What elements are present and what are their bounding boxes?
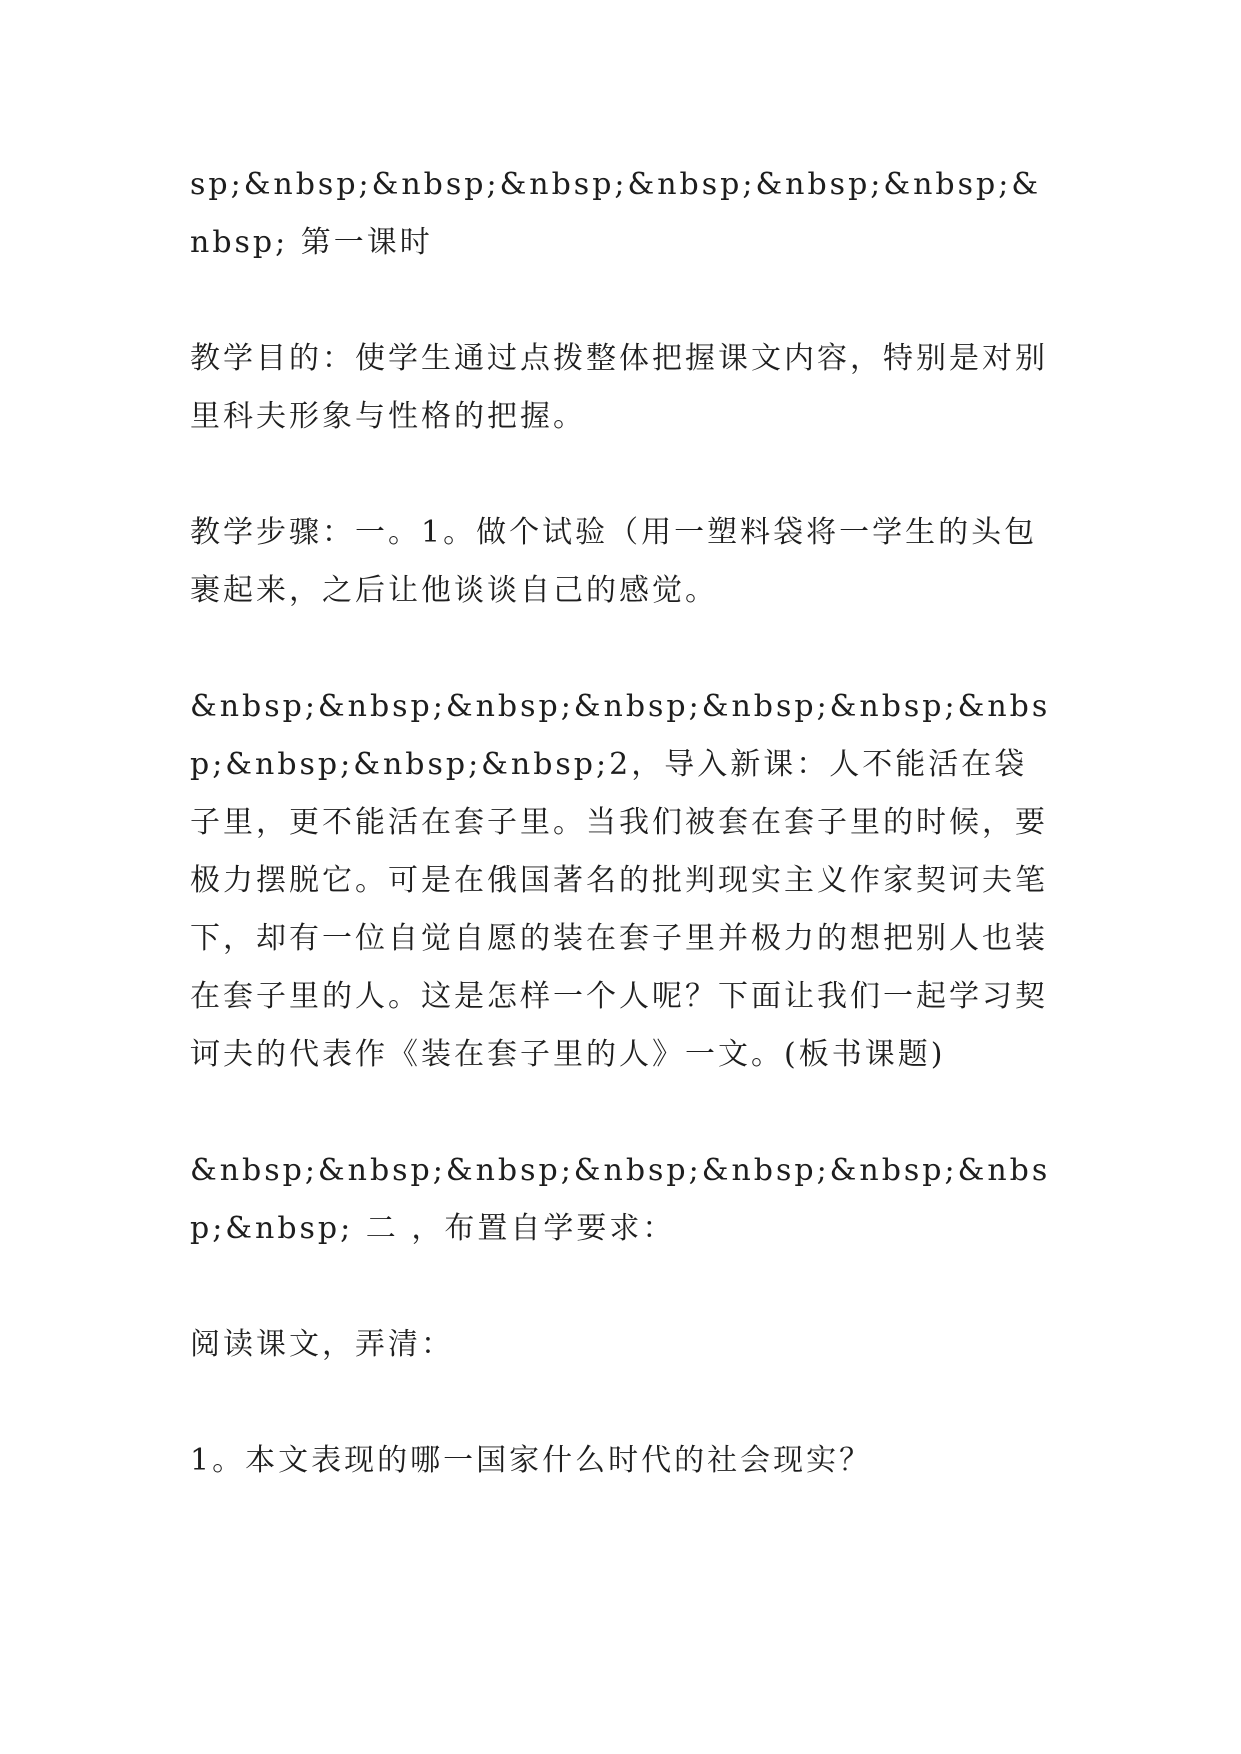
paragraph-lesson-title: sp;&nbsp;&nbsp;&nbsp;&nbsp;&nbsp;&nbsp;&nbsp; 第一课时 — [190, 167, 1042, 260]
paragraph-read-text: 阅读课文，弄清： — [190, 1327, 454, 1362]
paragraph-self-study-requirements: &nbsp;&nbsp;&nbsp;&nbsp;&nbsp;&nbsp;&nbsp;&nbsp; 二 ，布置自学要求： — [190, 1153, 1051, 1246]
paragraph-question-1: 1。本文表现的哪一国家什么时代的社会现实？ — [190, 1443, 873, 1478]
paragraph-teaching-goal: 教学目的：使学生通过点拨整体把握课文内容，特别是对别里科夫形象与性格的把握。 — [190, 341, 1048, 434]
document-body — [190, 156, 1060, 1548]
paragraph-teaching-steps: 教学步骤：一。1。做个试验（用一塑料袋将一学生的头包裹起来，之后让他谈谈自己的感觉。 — [190, 515, 1038, 608]
paragraph-introduction: &nbsp;&nbsp;&nbsp;&nbsp;&nbsp;&nbsp;&nbsp;&nbsp;&nbsp;&nbsp;2，导入新课：人不能活在袋子里，更不能活在套子里。当我们被套在套子里的时候，要极力摆脱它。可是在俄国著名的批判现实主义作家契诃夫笔下，却有一位自觉自愿的装在套子里并极力的想把别人也装在套子里的人。这是怎样一个人呢？下面让我们一起学习契诃夫的代表作《装在套子里的人》一文。(板书课题) — [190, 689, 1051, 1072]
